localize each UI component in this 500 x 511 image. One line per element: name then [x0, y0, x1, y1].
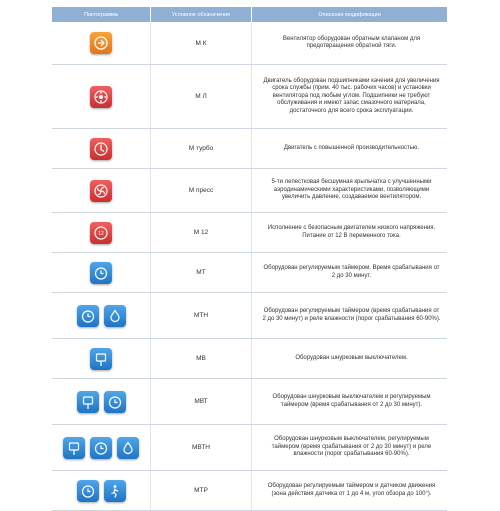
- row-description: Оборудован регулируемым таймером и датчиком движения (зона действия датчика от 1 до 4 м, угол обзора до 100°).: [267, 483, 436, 497]
- row-code: МТР: [151, 471, 252, 510]
- row-icons: [52, 339, 151, 378]
- impeller-icon: [90, 180, 112, 202]
- row-description: Оборудован регулируемым таймером. Время срабатывания от 2 до 30 минут.: [263, 265, 440, 279]
- row-icons: [52, 65, 151, 128]
- cord-switch-icon: [77, 391, 99, 413]
- timer-icon: [90, 262, 112, 284]
- row-description: Оборудован шнурковым выключателем, регулируемым таймером (время срабатывания от 2 до 30 минут) и реле влажности (порог срабатывания 60-90%).: [271, 436, 432, 458]
- row-description: Исполнение с безопасным двигателем низкого напряжения. Питание от 12 В переменного тока.: [267, 225, 436, 239]
- table-header: [52, 7, 447, 22]
- humidity-icon: [117, 437, 139, 459]
- table-row: [52, 471, 447, 511]
- row-description: Вентилятор оборудован обратным клапаном для предотвращения обратной тяги.: [282, 35, 421, 49]
- row-code: МТН: [151, 293, 252, 338]
- table-row: [52, 379, 447, 425]
- bearing-icon: [90, 86, 112, 108]
- motion-sensor-icon: [104, 480, 126, 502]
- row-code: М пресс: [151, 169, 252, 212]
- row-icons: [52, 425, 151, 470]
- row-description: Оборудован шнурковым выключателем.: [295, 354, 408, 361]
- row-description: 5-ти лепестковая бесшумная крыльчатка с улучшенными аэродинамическими характеристиками, позволяющими увеличить давление, создаваемое вентилятором.: [271, 179, 432, 201]
- row-description: Двигатель оборудован подшипниками качения для увеличения срока службы (прим. 40 тыс. рабочих часов) и установки вентилятора под любым углом. Подшипники не требуют обслуживания и имеют запас смазочного материала, достаточного для всего срока эксплуатации.: [263, 77, 440, 114]
- row-icons: [52, 471, 151, 510]
- row-code: МВ: [151, 339, 252, 378]
- row-code: М Л: [151, 65, 252, 128]
- row-icons: [52, 22, 151, 64]
- row-code: М 12: [151, 213, 252, 252]
- row-code: М турбо: [151, 129, 252, 168]
- timer-icon: [77, 480, 99, 502]
- row-icons: [52, 293, 151, 338]
- cord-switch-icon: [90, 348, 112, 370]
- turbo-icon: [90, 138, 112, 160]
- table-row: [52, 169, 447, 213]
- row-icons: [52, 379, 151, 424]
- table-row: [52, 213, 447, 253]
- low-voltage-icon: [90, 222, 112, 244]
- table-row: [52, 293, 447, 339]
- header-code-column: Условное обозначение: [151, 7, 252, 22]
- timer-icon: [77, 305, 99, 327]
- valve-icon: [90, 32, 112, 54]
- table-row: [52, 129, 447, 169]
- table-row: [52, 425, 447, 471]
- table-row: [52, 339, 447, 379]
- row-description: Двигатель с повышенной производительностью.: [283, 144, 420, 151]
- header-description-column: Описание модификации: [252, 7, 447, 22]
- svg-text:12: 12: [98, 230, 104, 237]
- row-icons: [52, 169, 151, 212]
- table-row: [52, 65, 447, 129]
- row-icons: [52, 213, 151, 252]
- row-code: М К: [151, 22, 252, 64]
- humidity-icon: [104, 305, 126, 327]
- row-code: МТ: [151, 253, 252, 292]
- row-icons: [52, 129, 151, 168]
- table-row: [52, 253, 447, 293]
- table-row: [52, 22, 447, 65]
- row-code: МВТН: [151, 425, 252, 470]
- header-icon-column: Пиктограмма: [52, 7, 151, 22]
- row-code: МВТ: [151, 379, 252, 424]
- row-description: Оборудован шнурковым выключателем и регулируемым таймером (время срабатывания от 2 до 30 минут).: [272, 394, 431, 408]
- row-description: Оборудован регулируемым таймером (время срабатывания от 2 до 30 минут) и реле влажности (порог срабатывания 60-90%).: [262, 308, 441, 322]
- timer-icon: [90, 437, 112, 459]
- row-icons: [52, 253, 151, 292]
- modification-table: [52, 7, 447, 511]
- cord-switch-icon: [63, 437, 85, 459]
- timer-icon: [104, 391, 126, 413]
